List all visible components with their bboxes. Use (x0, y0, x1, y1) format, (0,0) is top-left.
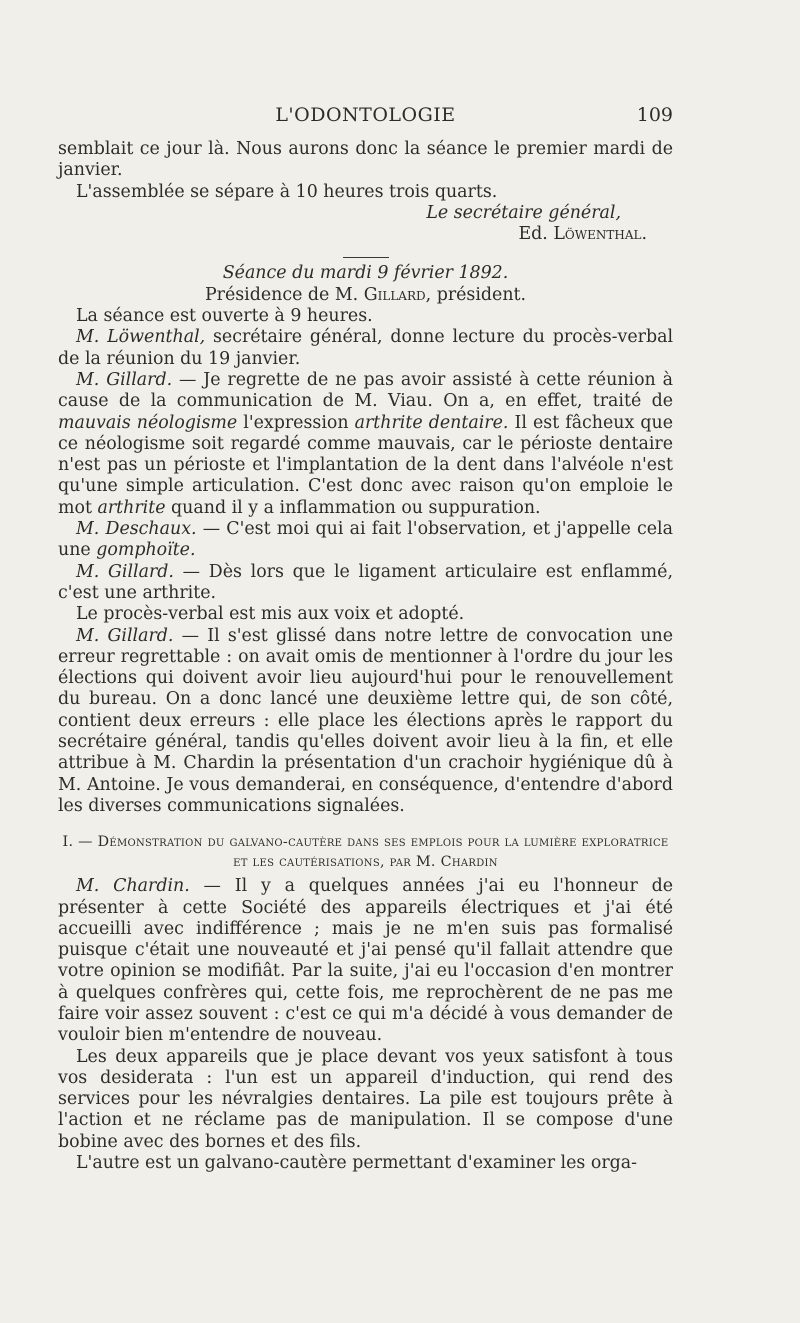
session-title: Séance du mardi 9 février 1892. (222, 263, 509, 284)
running-title: L'ODONTOLOGIE (275, 104, 456, 126)
paragraph-deschaux: M. Deschaux. — C'est moi qui ai fait l'observation, et j'appelle cela une gomphoïte. (58, 519, 673, 561)
signature-name: Ed. Löwenthal. (518, 224, 647, 245)
session-presidency: Présidence de M. Gillard, président. (204, 284, 527, 305)
speaker-name: M. Gillard. (76, 369, 173, 390)
speaker-name: M. Gillard. (76, 561, 174, 582)
page-number: 109 (636, 104, 673, 126)
speaker-name: M. Löwenthal, (76, 327, 206, 348)
signature-title: Le secrétaire général, (426, 202, 621, 223)
session-opening: La séance est ouverte à 9 heures. (76, 306, 373, 327)
paragraph-gillard-1: M. Gillard. — Je regrette de ne pas avoir assisté à cette réunion à cause de la communication de M. Viau. On a, en effet, traité de mauvais néologisme l'expression arthrite dentaire. Il est fâcheux que ce néologisme soit regardé comme mauvais, car le périoste dentaire n'est pas un périoste et l'implantation de la dent dans l'alvéole n'est qu'une simple articulation. C'est donc avec raison qu'on emploie le mot arthrite quand il y a inflammation ou suppuration. (58, 369, 673, 518)
paragraph-gillard-2: M. Gillard. — Dès lors que le ligament articulaire est enflammé, c'est une arthrite. (58, 561, 673, 603)
section-divider (343, 257, 389, 258)
paragraph-lowenthal: M. Löwenthal, secrétaire général, donne lecture du procès-verbal de la réunion du 19 janvier. (58, 327, 674, 369)
paragraph-adjournment: L'assemblée se sépare à 10 heures trois quarts. (76, 181, 498, 202)
paragraph-adopted: Le procès-verbal est mis aux voix et adopté. (76, 604, 465, 625)
speaker-name: M. Gillard. (76, 625, 174, 646)
section-heading: I. — Démonstration du galvano-cautère dans ses emplois pour la lumière exploratrice et les cautérisations, par M. Chardin (62, 834, 669, 871)
page-body (58, 139, 673, 1174)
page-header (58, 100, 673, 130)
paragraph-chardin-3: L'autre est un galvano-cautère permettant d'examiner les orga- (76, 1153, 638, 1174)
paragraph-chardin-1: M. Chardin. — Il y a quelques années j'ai eu l'honneur de présenter à cette Société des appareils électriques et j'ai été accueilli avec indifférence ; mais je ne m'en suis pas formalisé puisque c'était une nouveauté et j'ai pensé qu'il fallait attendre que votre opinion se modifiât. Par la suite, j'ai eu l'occasion d'en montrer à quelques confrères qui, cette fois, me reprochèrent de ne pas me faire voir assez souvent : c'est ce qui m'a décidé à vous demander de vouloir bien m'entendre de nouveau. (58, 876, 673, 1046)
paragraph-chardin-2: Les deux appareils que je place devant vos yeux satisfont à tous vos desiderata : l'un est un appareil d'induction, qui rend des services pour les névralgies dentaires. La pile est toujours prête à l'action et ne réclame pas de manipulation. Il se compose d'une bobine avec des bornes et des fils. (58, 1046, 673, 1152)
paragraph-gillard-3: M. Gillard. — Il s'est glissé dans notre lettre de convocation une erreur regrettable : on avait omis de mentionner à l'ordre du jour les élections qui doivent avoir lieu aujourd'hui pour le renouvellement du bureau. On a donc lancé une deuxième lettre qui, de son côté, contient deux erreurs : elle place les élections après le rapport du secrétaire général, tandis qu'elles doivent avoir lieu à la fin, et elle attribue à M. Chardin la présentation d'un crachoir hygiénique dû à M. Antoine. Je vous demanderai, en conséquence, d'entendre d'abord les diverses communications signalées. (58, 625, 673, 816)
paragraph-continuation: semblait ce jour là. Nous aurons donc la séance le premier mardi de janvier. (58, 139, 673, 181)
speaker-name: M. Deschaux. (76, 519, 197, 540)
speaker-name: M. Chardin. (76, 876, 190, 897)
